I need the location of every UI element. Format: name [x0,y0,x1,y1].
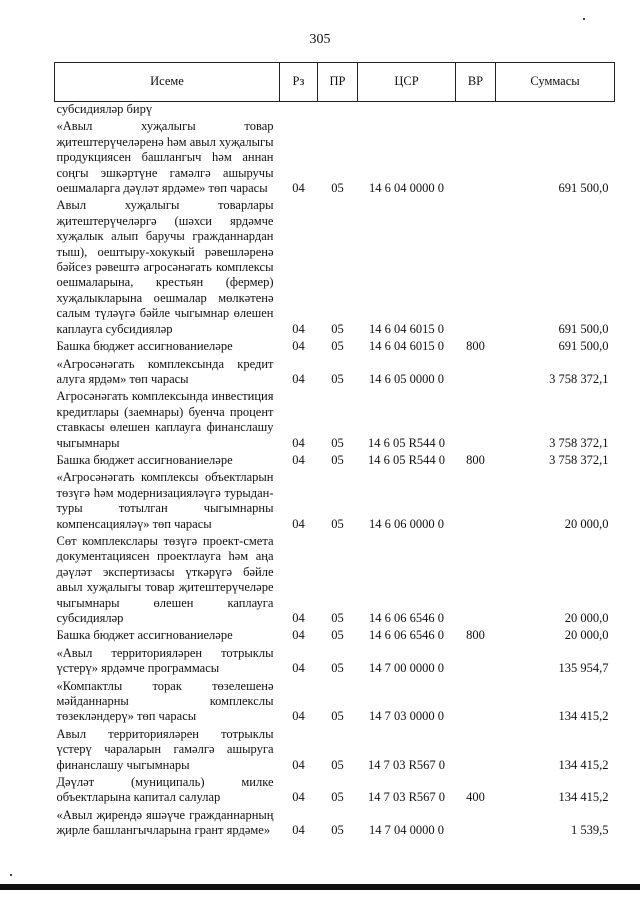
table-row [55,355,615,388]
cell-pr: 05 [331,661,344,676]
budget-table [54,62,615,839]
cell-vr [456,387,496,451]
cell-sum [496,102,615,118]
cell-name: «Агросәнәгать комплексы объектларын төзүгә һәм модернизацияләүгә турыдан-туры тотылган чыгымнарны компенсацияләү» төп чарасы [56,470,274,531]
cell-pr: 05 [331,371,344,386]
cell-sum: 20 000,0 [564,516,609,531]
cell-sum: 691 500,0 [558,339,609,354]
cell-name: Башка бюджет ассигнованиеләре [56,452,233,467]
cell-sum: 3 758 372,1 [549,452,609,467]
cell-name: Агросәнәгать комплексында инвестиция кредитлары (заемнары) буенча процент ставкасы өлешен каплауга финанслашу чыгымнары [56,389,274,450]
cell-rz: 04 [292,181,305,196]
cell-vr [456,532,496,626]
cell-vr [456,468,496,532]
cell-sum: 134 415,2 [558,757,609,772]
cell-pr: 05 [331,757,344,772]
cell-csr: 14 6 06 6546 0 [369,628,444,643]
cell-name: «Авыл җирендә яшәүче гражданнарның җирле башлангычларына грант ярдәме» [56,807,274,838]
cell-vr [456,117,496,196]
cell-sum: 3 758 372,1 [549,435,609,450]
header-rz: Рз [280,63,318,102]
cell-sum: 135 954,7 [558,661,609,676]
scan-speck [583,18,585,20]
table-row [55,532,615,626]
header-csr: ЦСР [358,63,456,102]
cell-pr: 05 [331,321,344,336]
cell-vr [456,102,496,118]
table-row [55,806,615,839]
cell-vr [456,677,496,725]
table-row [55,644,615,677]
cell-pr: 05 [331,709,344,724]
cell-csr: 14 6 06 0000 0 [369,516,444,531]
header-pr: ПР [318,63,358,102]
cell-pr: 05 [331,339,344,354]
cell-name: Дәүләт (муниципаль) милке объектларына капитал салулар [56,775,274,805]
cell-pr: 05 [331,790,344,805]
bottom-border [0,884,640,890]
cell-csr: 14 6 06 6546 0 [369,611,444,625]
cell-rz: 04 [292,611,305,625]
cell-csr: 14 6 04 0000 0 [369,181,444,196]
cell-rz: 04 [292,435,305,450]
cell-rz [280,102,318,118]
cell-name: «Авыл территорияләрен тотрыклы үстерү» ярдәмче программасы [56,645,274,676]
cell-rz: 04 [292,823,305,838]
cell-rz: 04 [292,321,305,336]
cell-vr [456,806,496,839]
cell-vr: 400 [466,790,485,805]
cell-vr [456,355,496,388]
cell-vr [456,725,496,773]
cell-name: субсидияләр бирү [56,102,153,116]
cell-sum: 691 500,0 [558,321,609,336]
cell-vr [456,644,496,677]
cell-sum: 691 500,0 [558,181,609,196]
table-row [55,102,615,118]
table-header-row [55,63,615,102]
cell-rz: 04 [292,516,305,531]
cell-csr: 14 7 00 0000 0 [369,661,444,676]
cell-rz: 04 [292,709,305,724]
table-row [55,725,615,773]
cell-pr: 05 [331,823,344,838]
header-vr: ВР [456,63,496,102]
cell-pr: 05 [331,435,344,450]
cell-pr: 05 [331,628,344,643]
cell-sum: 134 415,2 [558,709,609,724]
cell-rz: 04 [292,371,305,386]
cell-name: Башка бюджет ассигнованиеләре [56,628,233,643]
header-name: Исеме [55,63,280,102]
cell-vr: 800 [466,628,485,643]
cell-csr: 14 7 03 R567 0 [367,757,446,772]
table-row [55,677,615,725]
table-row [55,468,615,532]
cell-name: Башка бюджет ассигнованиеләре [56,339,233,354]
cell-csr: 14 6 04 6015 0 [369,321,444,336]
table-row [55,773,615,806]
cell-csr: 14 7 04 0000 0 [369,823,444,838]
cell-name: «Авыл хуҗалыгы товар җитештерүчеләренә һәм авыл хуҗалыгы продукциясен башлангыч һәм аннан соңгы эшкәртүне гамәлгә ашыручы оешмаларга дәүләт ярдәме» төп чарасы [56,119,274,196]
cell-csr: 14 6 05 R544 0 [367,452,446,467]
cell-pr [318,102,358,118]
cell-rz: 04 [292,757,305,772]
cell-csr: 14 6 04 6015 0 [369,339,444,354]
cell-sum: 134 415,2 [558,790,609,805]
cell-csr: 14 7 03 0000 0 [369,709,444,724]
table-row [55,451,615,468]
cell-sum: 20 000,0 [564,628,609,643]
cell-csr [358,102,456,118]
cell-name: «Агросәнәгать комплексында кредит алуга ярдәм» төп чарасы [56,356,274,386]
page-number: 305 [309,32,331,47]
cell-rz: 04 [292,452,305,467]
cell-rz: 04 [292,661,305,676]
cell-csr: 14 6 05 0000 0 [369,371,444,386]
cell-name: Авыл хуҗалыгы товарлары җитештерүчеләргә (шәхси ярдәмче хуҗалык алып баручы гражданнардан тыш), оештыру-хокукый рәвешләренә бәйсез рәвештә агросәнәгать комплексы оешмаларына, крестьян (фермер) хуҗалыкларына оешмалар мөлкәтенә салым түләүгә бәйле чыгымнар өлешен каплауга субсидияләр [56,198,274,336]
cell-name: Авыл территорияләрен тотрыклы үстерү чараларын гамәлгә ашыруга финанслашу чыгымнары [56,726,274,772]
header-sum: Суммасы [496,63,615,102]
cell-rz: 04 [292,339,305,354]
table-row [55,196,615,337]
cell-vr [456,196,496,337]
cell-sum: 3 758 372,1 [549,371,609,386]
cell-rz: 04 [292,628,305,643]
cell-rz: 04 [292,790,305,805]
cell-pr: 05 [331,611,344,625]
cell-vr: 800 [466,452,485,467]
cell-name: Сөт комплекслары төзүгә проект-смета документациясен проектлауга һәм аңа дәүләт экспертизасы үткәрүгә бәйле авыл хуҗалыгы товар җитештерүчеләре чыгымнары өлешен каплауга субсидияләр [56,533,274,625]
table-row [55,337,615,354]
cell-vr: 800 [466,339,485,354]
table-row [55,387,615,451]
table-body [55,102,615,839]
cell-pr: 05 [331,181,344,196]
scan-speck [10,874,12,876]
cell-sum: 1 539,5 [571,823,609,838]
cell-csr: 14 6 05 R544 0 [367,435,446,450]
cell-name: «Компактлы торак төзелешенә мәйданнарны комплекслы төзекләндерү» төп чарасы [56,678,274,724]
table-row [55,117,615,196]
table-row [55,626,615,643]
cell-pr: 05 [331,516,344,531]
cell-sum: 20 000,0 [564,611,609,625]
cell-csr: 14 7 03 R567 0 [367,790,446,805]
cell-pr: 05 [331,452,344,467]
